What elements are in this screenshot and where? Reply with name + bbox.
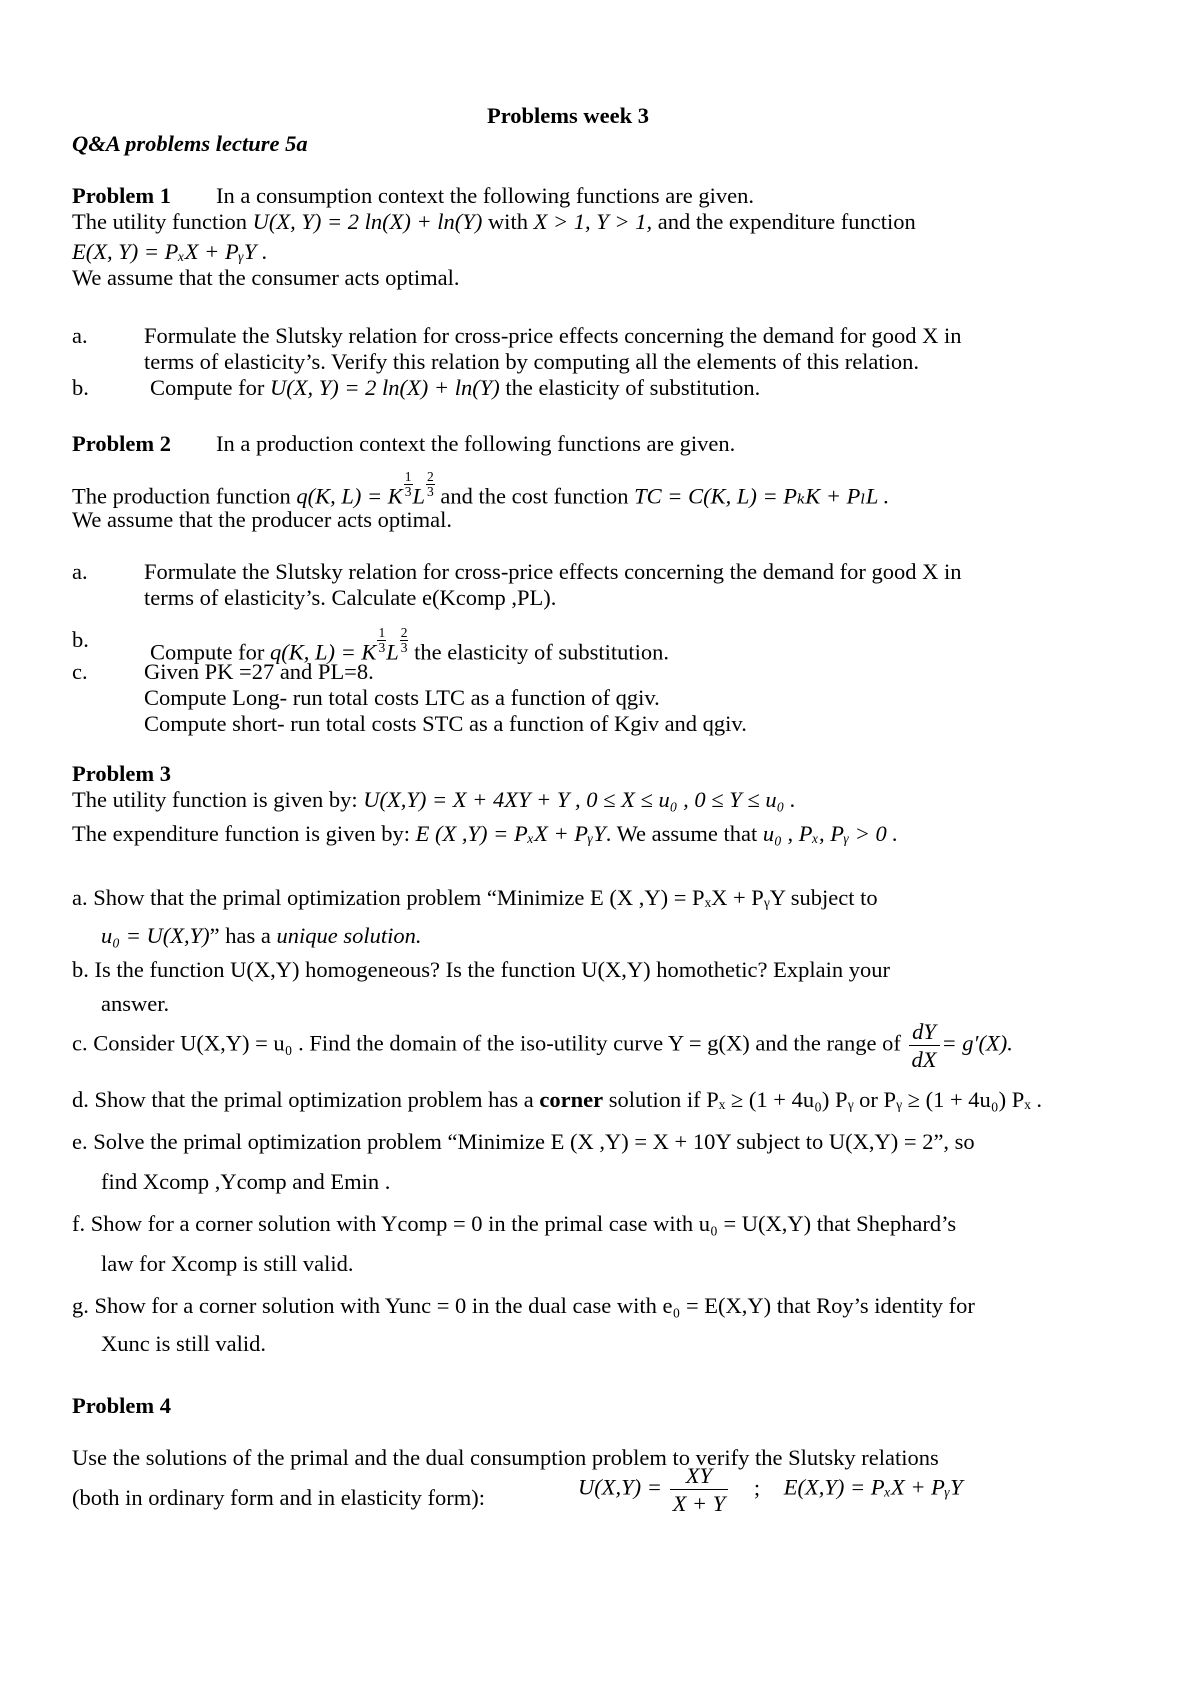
problem-2-production-line [72,470,889,510]
problem-3-e-line2: find Xcomp ,Ycomp and Emin . [101,1169,391,1194]
exponent-fraction: $\frac{1}{3}$ [404,469,412,500]
math-condition: X > 1, Y > 1, [533,209,653,234]
bold-text: corner [539,1087,604,1112]
text-segment: with [482,209,534,234]
math-production: q(K, L) = K [296,483,403,509]
problem-1-utility-line [72,208,916,235]
problem-2-a-line2: terms of elasticity’s. Calculate e(Kcomp ,PL). [144,585,557,610]
math-utility: U(X, Y) = 2 ln(X) + ln(Y) [252,209,483,234]
text-segment: The utility function [72,209,253,234]
problem-3-d-line [72,1086,1042,1113]
problem-1-heading: Problem 1 [72,183,171,208]
problem-2-c-line1: Given PK =27 and PL=8. [144,659,374,684]
text-segment: Compute for [150,639,270,665]
problem-3-b-line2: answer. [101,991,170,1016]
text-segment: the elasticity of substitution. [499,375,761,400]
problem-1-expenditure: E(X, Y) = PₓX + PᵧY . [72,239,268,264]
text-segment: the elasticity of substitution. [408,639,670,665]
problem-2-a-line1: Formulate the Slutsky relation for cross-price effects concerning the demand for good X in [144,559,962,584]
text-segment: The expenditure function is given by: [72,821,416,846]
problem-3-g-line1: g. Show for a corner solution with Yunc = 0 in the dual case with e₀ = E(X,Y) that Roy’s identity for [72,1293,975,1318]
problem-3-b-line1: b. Is the function U(X,Y) homogeneous? Is the function U(X,Y) homothetic? Explain your [72,957,890,982]
math-utility: U(X, Y) = 2 ln(X) + ln(Y) [269,375,500,400]
item-label-b: b. [72,375,89,400]
problem-3-utility-line [72,786,796,813]
text-segment: d. Show that the primal optimization problem has a [72,1087,540,1112]
text-segment: The production function [72,483,297,509]
problem-4-line2: (both in ordinary form and in elasticity form): [72,1485,486,1510]
math-constraint: u₀ = U(X,Y) [101,923,210,948]
math-l: L [386,639,399,665]
item-label-c: c. [72,659,88,684]
problem-3-g-line2: Xunc is still valid. [101,1331,266,1356]
math-expenditure: E (X ,Y) = PₓX + PᵧY [415,821,606,846]
problem-3-f-line2: law for Xcomp is still valid. [101,1251,354,1276]
problem-3-a-line1: a. Show that the primal optimization problem “Minimize E (X ,Y) = PₓX + PᵧY subject to [72,885,878,910]
item-label-b: b. [72,627,89,652]
problem-1-a-line1: Formulate the Slutsky relation for cross-price effects concerning the demand for good X in [144,323,962,348]
problem-4-heading: Problem 4 [72,1393,171,1418]
problem-2-heading: Problem 2 [72,431,171,456]
text-segment: The utility function is given by: [72,787,364,812]
text-segment: ” has a [209,923,277,948]
problem-1-intro: In a consumption context the following functions are given. [216,183,755,208]
problem-3-heading: Problem 3 [72,761,171,786]
problem-1-a-line2: terms of elasticity’s. Verify this relation by computing all the elements of this relation. [144,349,920,374]
math-utility-lhs: U(X,Y) = [578,1474,662,1500]
problem-2-c-line3: Compute short- run total costs STC as a function of Kgiv and qgiv. [144,711,747,736]
problem-3-f-line1: f. Show for a corner solution with Ycomp = 0 in the primal case with u₀ = U(X,Y) that Shephard’s [72,1211,957,1236]
problem-1-heading-line [72,182,171,209]
exponent-fraction: $\frac{2}{3}$ [427,469,434,500]
derivative-fraction: $\frac{dY}{dX}$ [909,1018,940,1073]
math-production: q(K, L) = K [269,639,377,665]
exponent-fraction: $\frac{1}{3}$ [378,625,386,656]
math-derivative: = g′(X). [941,1030,1013,1056]
problem-1-assumption: We assume that the consumer acts optimal. [72,265,460,290]
separator: ; [753,1474,761,1500]
problem-4-line1: Use the solutions of the primal and the dual consumption problem to verify the Slutsky relations [72,1445,939,1470]
text-segment: and the cost function [434,483,635,509]
problem-1-b-line [150,374,760,401]
problem-4-formulas [578,1462,963,1517]
page-title: Problems week 3 [486,103,650,128]
problem-3-e-line1: e. Solve the primal optimization problem “Minimize E (X ,Y) = X + 10Y subject to U(X,Y) = 2”, so [72,1129,975,1154]
math-expenditure: E(X,Y) = PₓX + PᵧY [783,1474,963,1500]
problem-3-c-line [72,1018,1013,1073]
math-l: L [412,483,426,509]
item-label-a: a. [72,559,88,584]
text-segment: . We assume that [605,821,763,846]
emphasis-text: unique solution. [276,923,422,948]
problem-2-intro: In a production context the following functions are given. [216,431,736,456]
problem-3-a-line2 [101,922,421,949]
text-segment: and the expenditure function [652,209,916,234]
math-cost-function: TC = C(K, L) = PₖK + PₗL . [634,483,890,509]
text-segment: c. Consider U(X,Y) = u₀ . Find the domain of the iso-utility curve Y = g(X) and the range of [72,1030,901,1056]
utility-fraction: $\frac{XY}{X + Y}$ [670,1462,729,1517]
problem-3-expenditure-line [72,820,898,847]
problem-2-c-line2: Compute Long- run total costs LTC as a function of qgiv. [144,685,660,710]
exponent-fraction: $\frac{2}{3}$ [400,625,408,656]
math-condition: u₀ , Pₓ, Pᵧ > 0 . [762,821,899,846]
math-utility: U(X,Y) = X + 4XY + Y , 0 ≤ X ≤ u₀ , 0 ≤ Y ≤ u₀ . [363,787,796,812]
item-label-a: a. [72,323,88,348]
text-segment: solution if Pₓ ≥ (1 + 4u₀) Pᵧ or Pᵧ ≥ (1 + 4u₀) Pₓ . [603,1087,1043,1112]
section-subtitle: Q&A problems lecture 5a [72,131,308,156]
problem-2-heading-line [72,430,171,457]
text-segment: Compute for [150,375,270,400]
problem-2-assumption: We assume that the producer acts optimal. [72,507,452,532]
